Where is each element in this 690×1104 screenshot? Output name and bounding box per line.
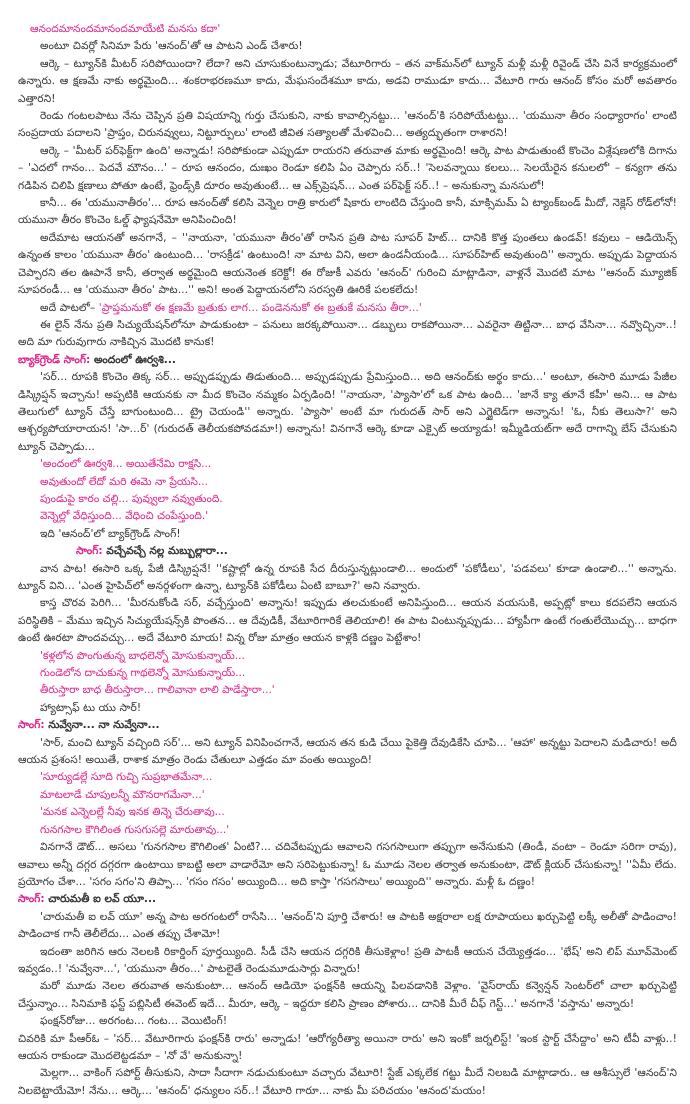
lyric-line: 'కళ్లలోన పొంగుతున్న బాధలెన్నో మోసుకున్నాయ్... (40, 649, 245, 662)
lyric-line: అవుతుందో లేదో మరి ఈమె నా ప్రేయసి... (40, 475, 209, 488)
paragraph: వాన పాట! ఈసారి ఒక్క పేజీ డిస్క్రిప్షనే! ''కష్టాల్లో ఉన్న రూపకి సేద దీరుస్తున్నట్లుండాలి... అందులో 'పకోడీలు', 'పడవలు' కూడా ఉండాలి...'' అన్నాను. ట్యూన్ విని... 'ఎంత హైపిచ్‌లో అనర్గళంగా ఉన్నా, ట్యూన్‌కి పకోడీలు ఏంటి బాబూ?' అని నవ్వారు. (18, 562, 677, 592)
paragraph: వినగానే డౌట్... అసలు 'గునగసాల కౌగిలింత' ఏంటి?... చదివేటప్పుడు ఆవాలని గసగసాలుగా తప్పుగా అనేసుకుని (తిండీ, వంటా – రెండూ సరిగా రావు), ఆవాలు అన్నీ దగ్గర దగ్గరగా ఉంటాయి కాబట్టి అలా వాడారేమో అని సరిపెట్టుకున్నా! ఓ మూడు నెలల తర్వాత అనుకుంటా, డౌట్ క్లియర్ చేసుకున్నా! ''ఏమీ లేదు. ప్రయోగం చేశా... 'సగం సగం'ని తిప్పా... 'గసం గసం' అయ్యింది... అది కాస్తా 'గసగసాలు' అయ్యింది'' అన్నారు. మళ్లీ ఓ దణ్ణం! (18, 841, 677, 888)
lyric-line: 'మనక ఎన్నెలల్లే నీవు ఇనక తిన్నె చేరుతావు... (40, 806, 225, 819)
section-heading-song (18, 717, 677, 734)
paragraph: 'సర్... రూపకి కొంచెం తిక్క సర్... అప్పుడప్పుడు తిడుతుంది... అప్పుడప్పుడు ప్రేమిస్తుంది... అది ఆనంద్‌కు అర్థం కాదు...' అంటూ, ఈసారి మూడు పేజీల డిస్క్రిప్షన్ ఇచ్చాను! అప్పటికి ఆయనకు నా మీద కొంచెం నమ్మకం ఏర్పడింది! ''నాయనా, 'ప్యాసా'లో ఒక పాట ఉంది... 'జానే క్యా తూనే కహీ' అని... ఆ పాట తెలుగులో ట్యూన్ చేస్తే బాగుంటుంది... ట్రై చెయండి'' అన్నారు. 'ప్యాసా' అంటే మా గురుదత్ సార్ అని ఎగ్జైటెడ్‌గా అన్నాను! 'ఓ, నీకు తెలుసా?' అని ఆశ్చర్యపోయారాయన! 'సా...ర్' (గురుదత్ తెలీయకపోవడమా!) అన్నాను! వినగానే ఆర్కె కూడా ఎక్సైట్ అయ్యాడు! ఇమ్మీడియట్‌గా అదే రాగాన్ని బేస్ చేసుకుని ట్యూన్ చెప్పాడు... (18, 371, 677, 453)
section-heading-song (18, 543, 677, 560)
lyric-line: గునగసాల కౌగిలింత గుసగుసల్లె మారుతావు...' (40, 823, 230, 836)
lyric-line: గుండెలోన దాచుకున్న గాథలెన్నో మోసుకున్నాయ్... (40, 667, 246, 680)
paragraph: ఫంక్షన్‌రోజు... అరగంట... గంట... వెయిటింగ్! (40, 1015, 228, 1028)
paragraph: కాస్త చొరవ పెరిగి... 'మీరనుకోండి సర్, వచ్చేస్తుంది' అన్నాను! ఇప్పుడు తలచుకుంటే అనిపిస్తుంది... ఆయన వయసుకి, అప్పట్లో కాలు కదపలేని ఆయన పరిస్థితికి – మేము ఇచ్చిన సిచ్యుయేషన్స్‌కి పొంతన... ఆ దేవుడికీ, వేటూరిగారికే తెలియాలి! ఈ పాట వింటున్నప్పుడు... హ్యాపీగా ఉంటే గంతులేయొచ్చు... బాధగా ఉంటే ఊరటా పొందవచ్చు... అదే వేటూరి మాయ! విన్న రోజు మాత్రం ఆయన కాళ్లకి దణ్ణం పెట్టేశాం! (18, 597, 677, 645)
lyric-line: ఆనందమానందమానందమాయేటి మనసు కదా' (30, 23, 221, 35)
lyric-line: తీరుస్తారా బాధ తీరుస్తారా... గాలివానా లాలి పాడేస్తారా...' (40, 684, 275, 697)
paragraph: 'సార్, మంచి ట్యూన్ వచ్చింది సర్'... అని ట్యూన్ వినిపించగానే, ఆయన తన కుడి చేయి పైకెత్తి దేవుడికేసి చూపి... 'ఆహా' అన్నట్టు పెదాలని మడిచారు! అదీ ఆయన ప్రశంస! అయితే, రాశాక మాత్రం రెండు చేతులూ ఎత్తడం మా వంతు అయ్యింది! (18, 736, 677, 767)
paragraph: మరో మూడు నెలల తరువాత అనుకుంటా... ఆనంద్ ఆడియో ఫంక్షన్‌కి ఆయన్ని పిలవడానికి వెళ్లాం. 'వైస్‌రాయ్ కన్వెన్షన్ సెంటర్‌లో చాలా ఖర్చుపెట్టి చేస్తున్నాం... సినిమాకి ఫస్ట్ పబ్లిసిటీ ఈవెంట్ ఇదే... మీరూ, ఆర్కె – ఇద్దరూ కలిసి ప్రాణం పోశారు... దానికి మీరే చీఫ్ గెస్ట్...' అనగానే 'వస్తాను' అన్నారు! (18, 980, 677, 1010)
paragraph-with-lyric (18, 300, 677, 317)
inline-lyric: 'ప్రాప్తమనుకో ఈ క్షణమే బ్రతుకు లాగ... పండెననుకో ఈ బ్రతుకే మనసు తీరా...' (98, 301, 422, 314)
paragraph: మెల్లగా... వాకింగ్ సపోర్ట్ తీసుకుని, సాదా సీదాగా నడుచుకుంటూ వచ్చారు వేటూరి! స్టేజ్ ఎక్కలేక గట్టు మీదే నిలబడి మాట్లాడారు.. ఆ ఆశీస్సులే 'ఆనంద్'ని నిలబెట్టాయేమో! నేను... ఆర్కె... 'ఆనంద్' ధన్యులం సర్..! వేటూరి గారూ... నాకు మీ పరిచయం 'ఆనంద'మయం! (18, 1067, 677, 1097)
heading-title: చారుమతీ ఐ లవ్ యూ... (48, 893, 156, 906)
heading-label: సాంగ్: (18, 893, 49, 906)
paragraph: ఈ లైన్ నేను ప్రతి సిచ్యుయేషన్‌లోనూ పాడుకుంటా – పనులు జరక్కపోయినా... డబ్బులు రాకపోయినా... ఎవరైనా తిట్టినా... బాధ వేసినా... నవ్వొచ్చినా..! అది మా గురువుగారు నాకిచ్చిన మొదటి కానుక! (18, 318, 677, 349)
heading-title: అందంలో ఊర్వశి... (93, 353, 176, 366)
paragraph: ఇది 'ఆనంద్'లో బ్యాక్‌గ్రౌండ్ సాంగ్! (40, 527, 181, 540)
paragraph: రెండు గంటలపాటు నేను చెప్పిన ప్రతి విషయాన్ని గుర్తు చేసుకుని, నాకు కావాల్సినట్టు... 'ఆనంద్'కి సరిపోయేటట్టు... 'యమునా తీరం సంధ్యారాగం' లాంటి సంప్రదాయ పదాలని 'ప్రాప్తం, చిరునవ్వులు, నిట్టూర్పులు' లాంటి జీవిత సత్యాలతో మేళవించి... అత్యద్భుతంగా రాశారని! (18, 110, 677, 140)
lyric-line: 'సూర్యుడల్లే సూది గుచ్చి సుప్రభాతమేనా... (40, 771, 213, 784)
paragraph: ఆర్కె – ట్యూన్‌కి మీటర్ సరిపోయిందా? లేదా? అని చూసుకుంటున్నాడు; వేటూరిగారు – తన వాక్‌మన్‌లో ట్యూన్ మళ్లీ మళ్లీ రివైండ్ చేసి వినే కార్యక్రమంలో ఉన్నారు. ఆ క్షణమే నాకు అర్థమైంది... శంకరాభరణమూ కాదు, మేఘసందేశమూ కాదు, అడవి రాముడూ కాదు... వేటూరి గారు ఆనంద్ కోసం మరో అవతారం ఎత్తారని! (18, 57, 677, 105)
heading-label: సాంగ్: (76, 545, 107, 558)
lyric-line: 'అందంలో ఊర్వశి... అయితేనేమి రాక్షసి... (40, 458, 212, 471)
paragraph: 'చారుమతీ ఐ లవ్ యూ' అన్న పాట అరగంటలో రాసేసి... 'ఆనంద్'ని పూర్తి చేశారు! ఆ పాటకి అక్షరాలా లక్ష రూపాయలు ఖర్చుపెట్టి లక్కీ అలీతో పాడించాం! పాడించాక గానీ తెలీలేదు... ఎంత తప్పు చేశామో! (18, 910, 677, 941)
heading-label: బ్యాక్‌గ్రౌండ్ సాంగ్: (18, 353, 94, 366)
paragraph: అదేమాట ఆయనతో అనగానే, – ''నాయనా, 'యమునా తీరం'తో రాసిన ప్రతి పాట సూపర్ హిట్... దానికి కొత్త పుంతలు ఉండవ్! కవులు – ఆడియెన్స్ ఉన్నంత కాలం 'యమునా తీరం' ఉంటుంది... 'రాసక్రీడ' ఉంటుంది! నా మాట విని, అలా ఉండనీయండి... సూపర్‌హిట్ అవుతుంది'' అన్నారు. అప్పుడు పెద్దాయన చెప్పారని తల ఊపానే కానీ, తర్వాత అర్థమైంది ఆయనెంత కరెక్టో! ఈ రోజుకీ ఎవరు 'ఆనంద్' గురించి మాట్లాడినా, వాళ్లనే మొదటి మాట ''ఆనంద్ మ్యూజిక్ సూపరండీ... ఆ 'యమునా తీరం' పాట...'' అని! అంత పెద్దాయనలోని సరస్వతి ఊరికే పలకలేదు! (18, 231, 677, 297)
section-heading-background-song (18, 352, 677, 369)
lyric-line: పుండుపై కారం చల్లి... పువ్వులా నవ్వుతుంది. (40, 492, 223, 505)
paragraph: ఆర్కె – 'మీటర్ పర్‌ఫెక్ట్‌గా ఉంది' అన్నాడు! సరిపోకుండా ఎప్పుడూ రాయరని తరువాత మాకు అర్థమైంది! ఆర్కె పాట పాడుతుంటే కొంచెం విశ్లేషణలోకి దిగాను – 'ఎదలో గానం... పెదవే మౌనం...' – రూప ఆనందం, దుఃఖం రెండూ కలిపి ఏం చెప్పారు సర్..! 'సెలవన్నాయి కలలు... సెలయేరైన కనులలో' – కన్యగా తను గడిపిన చిలిపి క్షణాలు పోతూ ఉంటే, ఫ్రెండ్స్‌కి దూరం అవుతుంటే... ఆ ఎక్స్‌ప్రెషన్... ఎంత పర్‌ఫెక్ట్ సర్..! – అనుకున్నా మనసులో! (18, 144, 677, 192)
paragraph: అంటూ చివర్లో సినిమా పేరు 'ఆనంద్'తో ఆ పాటని ఎండ్ చేశారు! (40, 40, 303, 53)
lyric-line: వెన్నెల్లో వేధిస్తుంది... వేధించి చంపేస్తుంది.' (40, 510, 209, 523)
heading-title: నువ్వేనా... నా నువ్వేనా... (48, 719, 160, 732)
paragraph-prefix: అదే పాటలో– (40, 301, 99, 314)
paragraph: ఇదంతా జరిగిన ఆరు నెలలకి రికార్డింగ్ పూర్తయ్యింది. సీడీ చేసి ఆయన దగ్గరికి తీసుకెళ్లాం! ప్రతి పాటకీ ఆయన చేయ్యెత్తడం... 'భేష్' అని లిప్ మూవ్‌మెంట్ ఇవ్వడం..! 'నువ్వేనా...', 'యమునా తీరం...' పాటలైతే రెండుమూడుసార్లు విన్నారు! (18, 945, 677, 975)
paragraph: చివరికి మా పీఆర్‌ఓ – 'సర్... వేటూరిగారు ఫంక్షన్‌కి రారు' అన్నాడు! 'ఆరోగ్యరీత్యా అయినా రారు' అని ఇంకో జర్నలిస్ట్! 'ఇంక స్టార్ట్ చేసేద్దాం' అని టీవీ వాళ్లు..! ఆయన రాకుండా మొదలెట్టడమా – 'నో వే' అనుకున్నా! (18, 1032, 677, 1062)
paragraph: కానీ... ఈ 'యమునాతీరం'... రూప ఆనంద్‌తో కలిసి వెన్నెల రాత్రి కారులో షికారు లాంటిది చేస్తుంది కానీ, మాక్సిమమ్ ఏ ట్యాంక్‌బండ్ మీదో, నెక్లెస్ రోడ్‌లోనో! యమునా తీరం కొంచెం ఓల్డ్ ఫ్యాషనేమో అనిపించింది! (18, 197, 677, 227)
heading-title: వచ్చేవచ్చే నల్ల మబ్బుల్లారా... (106, 545, 228, 558)
paragraph: హ్యాట్సాఫ్ టు యు సార్! (40, 701, 142, 714)
lyric-line: మాటలాడే చూపులన్నీ మౌనరాగమేనా...' (40, 788, 205, 801)
section-heading-song (18, 891, 677, 908)
heading-label: సాంగ్: (18, 719, 49, 732)
